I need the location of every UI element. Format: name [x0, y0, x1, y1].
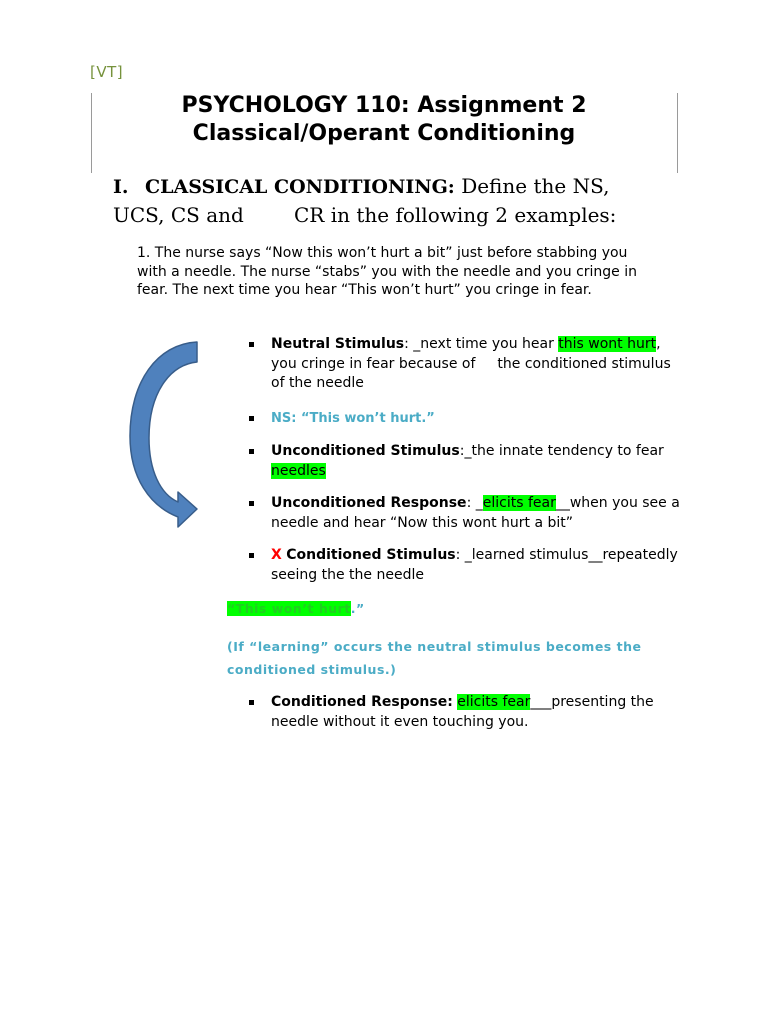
title-line-2: Classical/Operant Conditioning — [192, 121, 576, 146]
bullet-conditioned-response — [249, 693, 729, 732]
title-line-1: PSYCHOLOGY 110: Assignment 2 — [181, 93, 587, 118]
term-text: : _learned stimulus__repeatedly — [455, 547, 678, 564]
bullet-conditioned-stimulus — [249, 546, 729, 585]
square-bullet-icon — [249, 449, 254, 454]
section-instruction-middle: UCS, CS and — [113, 203, 244, 227]
quote-end: .” — [350, 601, 365, 616]
learning-note — [227, 635, 641, 681]
bullet-line — [271, 494, 729, 514]
square-bullet-icon — [249, 416, 254, 421]
term-text: : _ — [466, 495, 483, 512]
bullet-text — [271, 442, 729, 481]
square-bullet-icon — [249, 700, 254, 705]
term-text: you cringe in fear because of — [271, 355, 476, 372]
term-text: :_the innate tendency to fear — [459, 443, 664, 460]
bullet-line: of the needle — [271, 375, 364, 392]
bullet-text — [271, 409, 729, 429]
document-title — [0, 92, 768, 148]
bullet-unconditioned-response — [249, 494, 729, 533]
section-heading-line-2 — [113, 201, 616, 229]
term-label: Unconditioned Response — [271, 495, 467, 512]
highlighted-text: needles — [271, 462, 326, 479]
example-line: with a needle. The nurse “stabs” you with the needle and you cringe in — [137, 263, 638, 280]
bullet-text — [271, 693, 729, 732]
square-bullet-icon — [249, 501, 254, 506]
bullet-line: needle without it even touching you. — [271, 713, 529, 730]
bullet-neutral-stimulus — [249, 335, 729, 394]
example-paragraph — [137, 244, 637, 300]
section-instruction-end: CR in the following 2 examples: — [294, 203, 617, 227]
bullet-line: needle and hear “Now this wont hurt a bit” — [271, 514, 574, 531]
term-text: the conditioned stimulus — [497, 355, 671, 372]
bullet-line — [271, 442, 729, 462]
curved-arrow-shape — [130, 342, 197, 527]
highlighted-text: elicits fear — [457, 694, 531, 711]
example-line: 1. The nurse says “Now this won’t hurt a bit” just before stabbing you — [137, 245, 628, 261]
term-label: Unconditioned Stimulus — [271, 443, 460, 460]
bullet-text — [271, 546, 729, 585]
curved-arrow-icon — [125, 338, 205, 533]
learning-note-line-2: conditioned stimulus.) — [227, 661, 397, 677]
bullet-line — [271, 693, 729, 713]
highlighted-text: this wont hurt — [558, 336, 657, 353]
section-title: CLASSICAL CONDITIONING: — [145, 176, 455, 198]
section-heading — [113, 172, 616, 229]
term-label: Conditioned Stimulus — [286, 547, 456, 564]
ns-note: NS: “This won’t hurt.” — [271, 411, 435, 427]
term-text-end: __when you see a — [555, 495, 680, 512]
term-text: : _next time you hear — [404, 336, 559, 353]
section-instruction-start: Define the NS, — [461, 174, 610, 198]
highlighted-quote-note — [227, 599, 365, 619]
square-bullet-icon — [249, 553, 254, 558]
term-label: Conditioned Response: — [271, 694, 453, 711]
term-text-end: ___presenting the — [530, 694, 654, 711]
highlighted-text: elicits fear — [482, 495, 556, 512]
square-bullet-icon — [249, 342, 254, 347]
bullet-line — [271, 546, 729, 566]
section-heading-line-1 — [113, 172, 616, 201]
learning-note-line-1: (If “learning” occurs the neutral stimulus becomes the — [227, 638, 642, 654]
term-text-end: , — [656, 336, 661, 353]
bullet-line — [271, 462, 729, 482]
bullet-line: seeing the the needle — [271, 566, 424, 583]
section-numeral: I. — [113, 176, 129, 198]
bullet-unconditioned-stimulus — [249, 442, 729, 481]
highlighted-text: “This won’t hurt — [227, 601, 351, 616]
bullet-text — [271, 335, 729, 394]
bullet-line — [271, 335, 729, 355]
red-x-mark: X — [271, 547, 282, 564]
example-line: fear. The next time you hear “This won’t hurt” you cringe in fear. — [137, 282, 592, 298]
document-tag: [VT] — [90, 63, 124, 81]
bullet-text — [271, 494, 729, 533]
bullet-ns-note — [249, 409, 729, 429]
term-label: Neutral Stimulus — [271, 336, 405, 353]
bullet-line — [271, 355, 729, 375]
